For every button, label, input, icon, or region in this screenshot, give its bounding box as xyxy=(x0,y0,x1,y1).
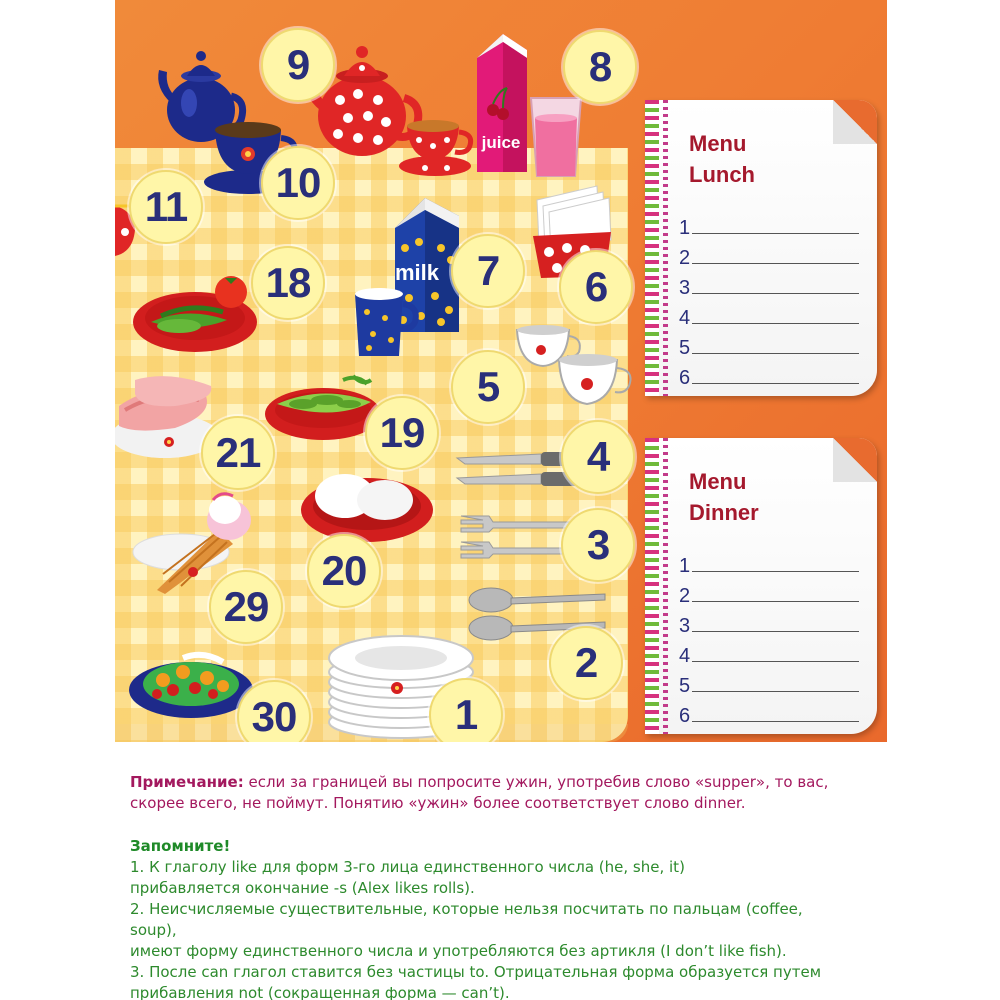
number-10: 10 xyxy=(261,146,335,220)
lunch-line-1[interactable]: 1 xyxy=(679,210,859,240)
lunch-menu-lines xyxy=(679,210,859,390)
rule-1a: 1. К глаголу like для форм 3-го лица единственного числа (he, she, it) xyxy=(130,858,685,876)
illustration-panel xyxy=(115,0,887,742)
number-30: 30 xyxy=(237,680,311,742)
number-4: 4 xyxy=(561,420,635,494)
dinner-line-3[interactable]: 3 xyxy=(679,608,859,638)
lunch-line-4[interactable]: 4 xyxy=(679,300,859,330)
milk-cup-icon xyxy=(351,284,421,360)
number-2: 2 xyxy=(549,626,623,700)
number-21: 21 xyxy=(201,416,275,490)
lunch-line-2[interactable]: 2 xyxy=(679,240,859,270)
vegetable-plate-icon xyxy=(131,272,263,356)
number-8: 8 xyxy=(563,30,637,104)
white-cups-icon xyxy=(513,322,639,418)
notes-section xyxy=(130,772,850,1000)
note-paragraph xyxy=(130,772,850,793)
note-label: Примечание: xyxy=(130,773,244,791)
lunch-line-3[interactable]: 3 xyxy=(679,270,859,300)
number-19: 19 xyxy=(365,396,439,470)
number-6: 6 xyxy=(559,250,633,324)
svg-text:milk: milk xyxy=(394,260,440,285)
rule-3b: прибавления not (сокращенная форма — can’t). xyxy=(130,984,510,1000)
number-9: 9 xyxy=(261,28,335,102)
dinner-line-6[interactable]: 6 xyxy=(679,698,859,728)
lunch-line-5[interactable]: 5 xyxy=(679,330,859,360)
lunch-menu-title: Menu Lunch xyxy=(689,131,755,187)
number-3: 3 xyxy=(561,508,635,582)
lunch-line-6[interactable]: 6 xyxy=(679,360,859,390)
number-29: 29 xyxy=(209,570,283,644)
number-5: 5 xyxy=(451,350,525,424)
number-20: 20 xyxy=(307,534,381,608)
egg-plate-icon xyxy=(301,466,435,546)
number-1: 1 xyxy=(429,678,503,742)
dinner-menu-title: Menu Dinner xyxy=(689,469,759,525)
number-18: 18 xyxy=(251,246,325,320)
svg-text:juice: juice xyxy=(481,133,521,152)
rule-2a: 2. Неисчисляемые существительные, которые нельзя посчитать по пальцам (coffee, soup), xyxy=(130,900,803,939)
dinner-line-5[interactable]: 5 xyxy=(679,668,859,698)
dinner-menu-lines xyxy=(679,548,859,728)
rule-2b: имеют форму единственного числа и употребляются без артикля (I don’t like fish). xyxy=(130,942,787,960)
red-cup-icon xyxy=(397,108,477,178)
juice-carton-icon xyxy=(473,28,531,176)
rule-3a: 3. После can глагол ставится без частицы to. Отрицательная форма образуется путем xyxy=(130,963,822,981)
number-11: 11 xyxy=(129,170,203,244)
juice-glass-icon xyxy=(525,92,587,182)
number-7: 7 xyxy=(451,234,525,308)
dinner-line-4[interactable]: 4 xyxy=(679,638,859,668)
lunch-menu-card xyxy=(645,100,877,396)
dinner-menu-card xyxy=(645,438,877,734)
dinner-line-1[interactable]: 1 xyxy=(679,548,859,578)
rule-1b: прибавляется окончание -s (Alex likes rolls). xyxy=(130,879,475,897)
dinner-line-2[interactable]: 2 xyxy=(679,578,859,608)
note-text-1: если за границей вы попросите ужин, употребив слово «supper», то вас, xyxy=(243,773,829,791)
remember-label: Запомните! xyxy=(130,837,231,855)
fruit-plate-icon xyxy=(127,640,255,724)
note-text-2: скорее всего, не поймут. Понятию «ужин» более соответствует слово dinner. xyxy=(130,794,746,812)
